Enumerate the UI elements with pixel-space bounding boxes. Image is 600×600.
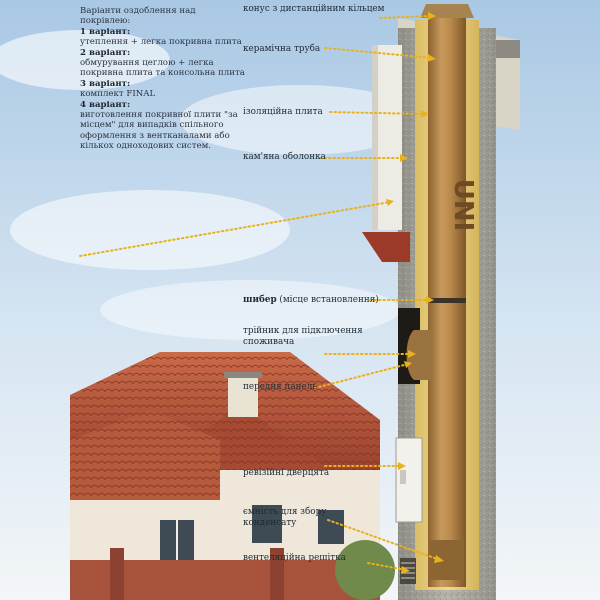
variant-1-text: утеплення + легка покривна плита bbox=[80, 37, 242, 48]
outer-insulation-shadow bbox=[372, 45, 378, 230]
cloud bbox=[10, 190, 290, 270]
label-damper-bold: шибер bbox=[243, 295, 277, 305]
label-damper-rest: (місце встановлення) bbox=[276, 295, 379, 305]
label-stone-shell: кам'яна оболонка bbox=[243, 152, 326, 162]
inspection-door bbox=[396, 438, 422, 522]
label-tee: трійник для підключення споживача bbox=[243, 326, 363, 347]
label-condensate-tank: ємність для збору конденсату bbox=[243, 507, 327, 528]
variant-3-title: 3 варіант: bbox=[80, 78, 131, 89]
variant-3-text: комплект FINAL bbox=[80, 89, 156, 100]
label-cone: конус з дистанційним кільцем bbox=[243, 4, 385, 14]
label-damper bbox=[243, 295, 379, 306]
variant-1-title: 1 варіант: bbox=[80, 26, 131, 37]
label-vent-grille: вентеляційна решітка bbox=[243, 553, 346, 563]
label-front-panel: передня панель bbox=[243, 382, 318, 392]
shrub bbox=[335, 540, 395, 600]
house-chimney-cap bbox=[224, 372, 262, 378]
variant-2-text: обмурування цеглою + легка покривна плита та консольна плита bbox=[80, 58, 245, 79]
label-insulation-plate: ізоляційна плита bbox=[243, 107, 323, 117]
pipe-brand-text: UNI bbox=[448, 178, 478, 232]
variant-4-title: 4 варіант: bbox=[80, 99, 131, 110]
damper bbox=[428, 298, 466, 303]
label-inspection-door: ревізійні дверцята bbox=[243, 468, 330, 478]
house-window-frame bbox=[176, 520, 178, 562]
variant-2-title: 2 варіант: bbox=[80, 47, 131, 58]
variant-4-text: виготовлення покривної плити "за місцем" для випадків спільного оформлення з вентканалами або кількох одноходових систем. bbox=[80, 110, 238, 152]
variants-heading: Варіанти оздоблення над покрівлею: bbox=[80, 6, 196, 27]
garden-wall-pillar bbox=[110, 548, 124, 600]
label-ceramic-pipe: керамічна труба bbox=[243, 44, 321, 54]
inspection-door-handle bbox=[400, 470, 406, 484]
finishing-variants-block bbox=[80, 6, 245, 152]
